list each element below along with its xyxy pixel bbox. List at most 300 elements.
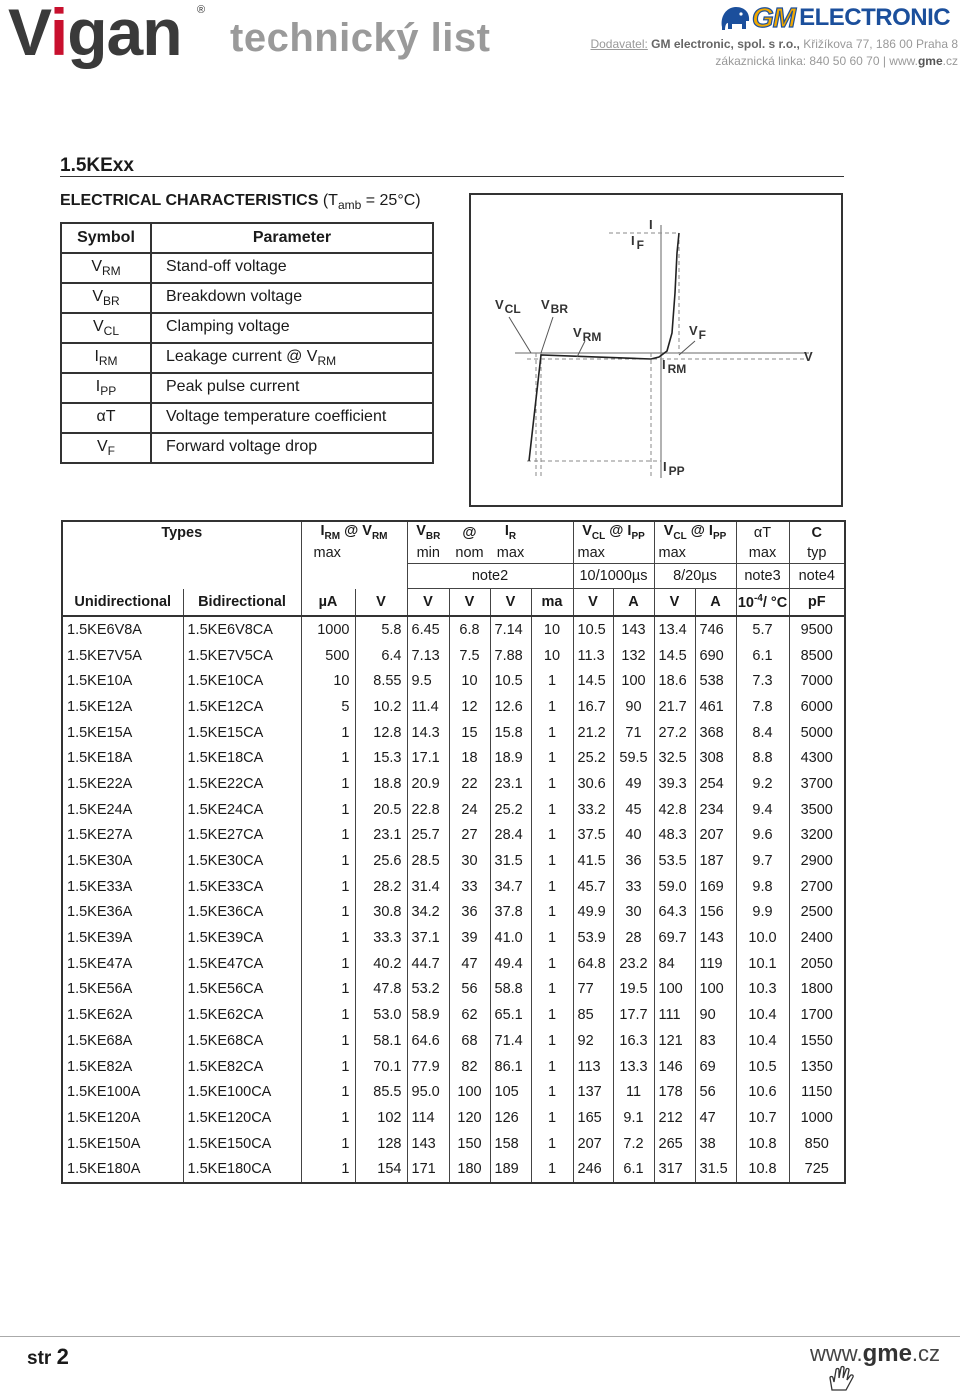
table-cell: 1 — [531, 1156, 573, 1183]
table-cell: 37.5 — [573, 823, 613, 849]
table-cell: 7.14 — [490, 616, 531, 643]
table-cell: 1.5KE33A — [62, 874, 183, 900]
symbol-cell: $I_{PP}$ — [61, 373, 151, 403]
table-row — [62, 1054, 845, 1080]
table-cell: 48.3 — [654, 823, 695, 849]
table-cell: 1.5KE10A — [62, 668, 183, 694]
table-cell: 28 — [613, 925, 654, 951]
table-cell: 1.5KE82CA — [183, 1054, 301, 1080]
table-cell: 1 — [301, 1079, 355, 1105]
table-cell: 6.45 — [407, 616, 449, 643]
table-cell: 10.4 — [736, 1002, 789, 1028]
table-cell: 317 — [654, 1156, 695, 1183]
table-cell: 18.6 — [654, 668, 695, 694]
table-cell: 12 — [449, 694, 490, 720]
table-cell: 7.8 — [736, 694, 789, 720]
table-cell: 156 — [695, 900, 736, 926]
table-cell: 10.5 — [490, 668, 531, 694]
table-row — [62, 900, 845, 926]
table-cell: 1.5KE36CA — [183, 900, 301, 926]
table-cell: 1.5KE15A — [62, 720, 183, 746]
table-cell: 44.7 — [407, 951, 449, 977]
table-cell: 1.5KE56CA — [183, 977, 301, 1003]
table-cell: 1.5KE39A — [62, 925, 183, 951]
table-row — [62, 951, 845, 977]
table-cell: 23.1 — [355, 823, 407, 849]
ir-header: $I_R$ — [490, 521, 531, 543]
table-cell: 83 — [695, 1028, 736, 1054]
table-cell: 12.6 — [490, 694, 531, 720]
table-row — [62, 1079, 845, 1105]
pulse-10-1000: 10/1000µs — [573, 564, 654, 589]
table-cell: 10.2 — [355, 694, 407, 720]
table-cell: 1.5KE7V5CA — [183, 643, 301, 669]
table-cell: 17.7 — [613, 1002, 654, 1028]
table-cell: 10.8 — [736, 1131, 789, 1157]
table-cell: 1.5KE18A — [62, 745, 183, 771]
table-cell: 16.3 — [613, 1028, 654, 1054]
table-cell: 1000 — [789, 1105, 845, 1131]
table-cell: 10.5 — [573, 616, 613, 643]
table-cell: 1 — [301, 823, 355, 849]
table-cell: 7000 — [789, 668, 845, 694]
graph-label-vcl: VCL — [495, 297, 521, 316]
table-cell: 21.7 — [654, 694, 695, 720]
table-cell: 11.3 — [573, 643, 613, 669]
symbol-cell: $V_{BR}$ — [61, 283, 151, 313]
table-cell: 7.88 — [490, 643, 531, 669]
table-cell: 1.5KE10CA — [183, 668, 301, 694]
table-cell: 5 — [301, 694, 355, 720]
gm-electronic-logo: GM ELECTRONIC — [718, 2, 950, 34]
table-cell: 308 — [695, 745, 736, 771]
symbol-cell: $V_{RM}$ — [61, 253, 151, 283]
table-cell: 7.13 — [407, 643, 449, 669]
header-row-1 — [62, 521, 845, 543]
parameter-cell: Stand-off voltage — [151, 253, 433, 283]
table-cell: 45 — [613, 797, 654, 823]
table-cell: 10.1 — [736, 951, 789, 977]
symbol-header: Symbol — [61, 223, 151, 253]
symbol-row — [61, 433, 433, 463]
table-cell: 137 — [573, 1079, 613, 1105]
table-cell: 538 — [695, 668, 736, 694]
graph-label-ipp: I PP — [663, 459, 685, 478]
table-cell: 33.3 — [355, 925, 407, 951]
table-cell: 28.2 — [355, 874, 407, 900]
table-cell: 1.5KE100A — [62, 1079, 183, 1105]
table-cell: 1 — [531, 720, 573, 746]
table-cell: 21.2 — [573, 720, 613, 746]
table-row — [62, 1002, 845, 1028]
table-cell: 25.6 — [355, 848, 407, 874]
table-cell: 100 — [654, 977, 695, 1003]
table-cell: 5000 — [789, 720, 845, 746]
table-cell: 9.5 — [407, 668, 449, 694]
table-cell: 14.5 — [573, 668, 613, 694]
header-row-3 — [62, 564, 845, 589]
table-cell: 2500 — [789, 900, 845, 926]
vbr-header: $V_{BR}$ — [407, 521, 449, 543]
table-cell: 1000 — [301, 616, 355, 643]
table-row — [62, 668, 845, 694]
table-cell: 33 — [449, 874, 490, 900]
table-cell: 37.1 — [407, 925, 449, 951]
table-cell: 20.5 — [355, 797, 407, 823]
table-cell: 1.5KE39CA — [183, 925, 301, 951]
table-cell: 49 — [613, 771, 654, 797]
table-cell: 1800 — [789, 977, 845, 1003]
table-cell: 1 — [531, 694, 573, 720]
table-cell: 28.4 — [490, 823, 531, 849]
table-cell: 1 — [531, 874, 573, 900]
table-cell: 119 — [695, 951, 736, 977]
table-cell: 2900 — [789, 848, 845, 874]
table-cell: 1.5KE15CA — [183, 720, 301, 746]
table-cell: 28.5 — [407, 848, 449, 874]
table-cell: 1.5KE120A — [62, 1105, 183, 1131]
table-cell: 10.7 — [736, 1105, 789, 1131]
table-cell: 111 — [654, 1002, 695, 1028]
table-cell: 1 — [531, 1028, 573, 1054]
table-cell: 1 — [301, 977, 355, 1003]
table-cell: 15.8 — [490, 720, 531, 746]
table-cell: 10.8 — [736, 1156, 789, 1183]
vigan-logo: Vigan — [8, 0, 182, 70]
table-cell: 105 — [490, 1079, 531, 1105]
table-cell: 14.5 — [654, 643, 695, 669]
table-row — [62, 616, 845, 643]
table-row — [62, 694, 845, 720]
table-cell: 47 — [449, 951, 490, 977]
table-cell: 85 — [573, 1002, 613, 1028]
table-cell: 1.5KE47A — [62, 951, 183, 977]
table-cell: 39.3 — [654, 771, 695, 797]
table-cell: 36 — [449, 900, 490, 926]
table-cell: 1 — [531, 771, 573, 797]
table-cell: 11 — [613, 1079, 654, 1105]
symbol-row — [61, 403, 433, 433]
table-cell: 1 — [531, 668, 573, 694]
table-cell: 1.5KE30A — [62, 848, 183, 874]
table-cell: 128 — [355, 1131, 407, 1157]
table-cell: 1 — [531, 797, 573, 823]
table-cell: 500 — [301, 643, 355, 669]
table-cell: 15.3 — [355, 745, 407, 771]
table-row — [62, 643, 845, 669]
table-cell: 37.8 — [490, 900, 531, 926]
table-cell: 9.1 — [613, 1105, 654, 1131]
table-cell: 39 — [449, 925, 490, 951]
table-cell: 120 — [449, 1105, 490, 1131]
table-cell: 10.5 — [736, 1054, 789, 1080]
table-cell: 180 — [449, 1156, 490, 1183]
table-cell: 53.0 — [355, 1002, 407, 1028]
table-cell: 2400 — [789, 925, 845, 951]
table-cell: 27 — [449, 823, 490, 849]
graph-label-vrm: VRM — [573, 325, 602, 344]
table-cell: 49.9 — [573, 900, 613, 926]
table-cell: 1 — [531, 977, 573, 1003]
table-cell: 725 — [789, 1156, 845, 1183]
table-cell: 1.5KE24CA — [183, 797, 301, 823]
table-cell: 31.5 — [490, 848, 531, 874]
table-cell: 84 — [654, 951, 695, 977]
table-cell: 1.5KE150CA — [183, 1131, 301, 1157]
table-cell: 77.9 — [407, 1054, 449, 1080]
table-cell: 18 — [449, 745, 490, 771]
table-cell: 71.4 — [490, 1028, 531, 1054]
graph-label-vf: VF — [689, 323, 707, 342]
table-cell: 1 — [531, 1054, 573, 1080]
note4: note4 — [789, 564, 845, 589]
title-rule — [60, 176, 844, 177]
table-cell: 1.5KE30CA — [183, 848, 301, 874]
table-cell: 40.2 — [355, 951, 407, 977]
table-cell: 1 — [531, 900, 573, 926]
table-cell: 33.2 — [573, 797, 613, 823]
table-cell: 17.1 — [407, 745, 449, 771]
section-title: ELECTRICAL CHARACTERISTICS $(T_{amb} = 25^\circ C)$ — [60, 192, 421, 213]
table-cell: 1 — [301, 745, 355, 771]
units-row: Unidirectional Bidirectional µA V V V V ma V A V A $10^{-4}/$ °C pF — [62, 589, 845, 617]
table-cell: 1 — [301, 925, 355, 951]
table-cell: 12.8 — [355, 720, 407, 746]
table-cell: 10.4 — [736, 1028, 789, 1054]
table-cell: 10.3 — [736, 977, 789, 1003]
table-cell: 1.5KE27A — [62, 823, 183, 849]
table-cell: 41.0 — [490, 925, 531, 951]
symbol-row — [61, 373, 433, 403]
table-cell: 1.5KE150A — [62, 1131, 183, 1157]
table-cell: 9.7 — [736, 848, 789, 874]
table-cell: 19.5 — [613, 977, 654, 1003]
table-cell: 2050 — [789, 951, 845, 977]
table-cell: 85.5 — [355, 1079, 407, 1105]
table-cell: 121 — [654, 1028, 695, 1054]
table-cell: 70.1 — [355, 1054, 407, 1080]
table-cell: 47 — [695, 1105, 736, 1131]
table-cell: 9.2 — [736, 771, 789, 797]
table-cell: 1 — [301, 848, 355, 874]
table-cell: 77 — [573, 977, 613, 1003]
table-cell: 1.5KE27CA — [183, 823, 301, 849]
table-cell: 1.5KE6V8CA — [183, 616, 301, 643]
table-cell: 90 — [613, 694, 654, 720]
elephant-icon — [718, 3, 752, 33]
table-cell: 42.8 — [654, 797, 695, 823]
table-row — [62, 797, 845, 823]
table-cell: 32.5 — [654, 745, 695, 771]
table-cell: 1.5KE62CA — [183, 1002, 301, 1028]
symbol-cell: $I_{RM}$ — [61, 343, 151, 373]
parameter-header: Parameter — [151, 223, 433, 253]
table-cell: 1.5KE36A — [62, 900, 183, 926]
vcl2-header: $V_{CL}$ @ $I_{PP}$ — [654, 521, 736, 543]
table-cell: 246 — [573, 1156, 613, 1183]
table-cell: 64.8 — [573, 951, 613, 977]
table-cell: 1.5KE62A — [62, 1002, 183, 1028]
table-cell: 1.5KE180A — [62, 1156, 183, 1183]
table-cell: 100 — [695, 977, 736, 1003]
table-cell: 6.1 — [613, 1156, 654, 1183]
table-cell: 69.7 — [654, 925, 695, 951]
table-cell: 1 — [531, 925, 573, 951]
table-cell: 1700 — [789, 1002, 845, 1028]
table-cell: 64.3 — [654, 900, 695, 926]
note3: note3 — [736, 564, 789, 589]
table-cell: 461 — [695, 694, 736, 720]
table-cell: 10 — [531, 616, 573, 643]
table-cell: 114 — [407, 1105, 449, 1131]
parameter-cell: Leakage current @ $V_{RM}$ — [151, 343, 433, 373]
table-cell: 10 — [531, 643, 573, 669]
table-cell: 1.5KE82A — [62, 1054, 183, 1080]
pulse-8-20: 8/20µs — [654, 564, 736, 589]
footer-rule — [0, 1336, 960, 1337]
table-cell: 10.0 — [736, 925, 789, 951]
footer-url: www.gme.cz — [810, 1340, 941, 1367]
table-cell: 7.3 — [736, 668, 789, 694]
parameter-cell: Breakdown voltage — [151, 283, 433, 313]
table-cell: 1.5KE24A — [62, 797, 183, 823]
table-row — [62, 977, 845, 1003]
table-cell: 1 — [531, 848, 573, 874]
table-cell: 65.1 — [490, 1002, 531, 1028]
table-cell: 23.1 — [490, 771, 531, 797]
table-cell: 1 — [301, 1156, 355, 1183]
table-cell: 1.5KE22A — [62, 771, 183, 797]
types-header: Types — [62, 521, 301, 543]
table-cell: 31.5 — [695, 1156, 736, 1183]
table-cell: 100 — [449, 1079, 490, 1105]
vbr-at: @ — [449, 521, 490, 543]
graph-label-vbr: VBR — [541, 297, 569, 316]
table-cell: 6.8 — [449, 616, 490, 643]
table-cell: 53.9 — [573, 925, 613, 951]
table-cell: 7.5 — [449, 643, 490, 669]
table-cell: 207 — [695, 823, 736, 849]
table-row — [62, 823, 845, 849]
table-cell: 1 — [531, 1002, 573, 1028]
table-cell: 1.5KE120CA — [183, 1105, 301, 1131]
table-cell: 13.3 — [613, 1054, 654, 1080]
note2: note2 — [407, 564, 573, 589]
table-cell: 1.5KE47CA — [183, 951, 301, 977]
table-cell: 265 — [654, 1131, 695, 1157]
table-cell: 53.5 — [654, 848, 695, 874]
table-cell: 58.8 — [490, 977, 531, 1003]
table-cell: 1 — [301, 720, 355, 746]
table-cell: 150 — [449, 1131, 490, 1157]
table-cell: 1.5KE68A — [62, 1028, 183, 1054]
table-cell: 56 — [449, 977, 490, 1003]
table-cell: 1.5KE12A — [62, 694, 183, 720]
table-cell: 171 — [407, 1156, 449, 1183]
table-cell: 9500 — [789, 616, 845, 643]
table-cell: 38 — [695, 1131, 736, 1157]
table-cell: 1150 — [789, 1079, 845, 1105]
table-cell: 45.7 — [573, 874, 613, 900]
table-cell: 30 — [449, 848, 490, 874]
table-cell: 143 — [407, 1131, 449, 1157]
table-cell: 1 — [531, 823, 573, 849]
capacitance-header: C — [789, 521, 845, 543]
table-cell: 1 — [301, 1131, 355, 1157]
table-cell: 746 — [695, 616, 736, 643]
table-cell: 8500 — [789, 643, 845, 669]
table-cell: 1.5KE18CA — [183, 745, 301, 771]
table-cell: 47.8 — [355, 977, 407, 1003]
table-cell: 95.0 — [407, 1079, 449, 1105]
table-cell: 158 — [490, 1131, 531, 1157]
table-cell: 850 — [789, 1131, 845, 1157]
table-row — [62, 1131, 845, 1157]
table-cell: 22 — [449, 771, 490, 797]
document-title: technický list — [230, 16, 491, 60]
table-cell: 40 — [613, 823, 654, 849]
table-cell: 154 — [355, 1156, 407, 1183]
table-cell: 10 — [301, 668, 355, 694]
table-cell: 100 — [613, 668, 654, 694]
table-cell: 30 — [613, 900, 654, 926]
table-cell: 92 — [573, 1028, 613, 1054]
table-cell: 11.4 — [407, 694, 449, 720]
table-cell: 5.7 — [736, 616, 789, 643]
table-cell: 1.5KE6V8A — [62, 616, 183, 643]
table-cell: 2700 — [789, 874, 845, 900]
symbol-table — [60, 222, 434, 464]
table-cell: 102 — [355, 1105, 407, 1131]
vigan-logo-i: i — [49, 0, 68, 69]
table-cell: 143 — [613, 616, 654, 643]
table-row — [62, 1105, 845, 1131]
table-cell: 1 — [301, 771, 355, 797]
table-cell: 126 — [490, 1105, 531, 1131]
table-cell: 1.5KE56A — [62, 977, 183, 1003]
table-cell: 34.7 — [490, 874, 531, 900]
table-cell: 165 — [573, 1105, 613, 1131]
table-cell: 34.2 — [407, 900, 449, 926]
symbol-row — [61, 343, 433, 373]
table-cell: 56 — [695, 1079, 736, 1105]
table-cell: 49.4 — [490, 951, 531, 977]
symbol-cell: $V_{CL}$ — [61, 313, 151, 343]
graph-axis-v: V — [804, 349, 813, 364]
table-row — [62, 925, 845, 951]
table-cell: 1.5KE22CA — [183, 771, 301, 797]
table-cell: 1.5KE12CA — [183, 694, 301, 720]
parameter-cell: Forward voltage drop — [151, 433, 433, 463]
graph-label-irm: I RM — [662, 357, 687, 376]
table-cell: 1550 — [789, 1028, 845, 1054]
table-cell: 25.2 — [490, 797, 531, 823]
symbol-row — [61, 253, 433, 283]
table-row — [62, 745, 845, 771]
table-cell: 10 — [449, 668, 490, 694]
table-cell: 178 — [654, 1079, 695, 1105]
table-cell: 86.1 — [490, 1054, 531, 1080]
symbol-table-header — [61, 223, 433, 253]
table-cell: 1.5KE7V5A — [62, 643, 183, 669]
table-cell: 189 — [490, 1156, 531, 1183]
table-cell: 3700 — [789, 771, 845, 797]
table-cell: 7.2 — [613, 1131, 654, 1157]
table-cell: 25.7 — [407, 823, 449, 849]
table-cell: 36 — [613, 848, 654, 874]
table-cell: 5.8 — [355, 616, 407, 643]
table-cell: 8.55 — [355, 668, 407, 694]
